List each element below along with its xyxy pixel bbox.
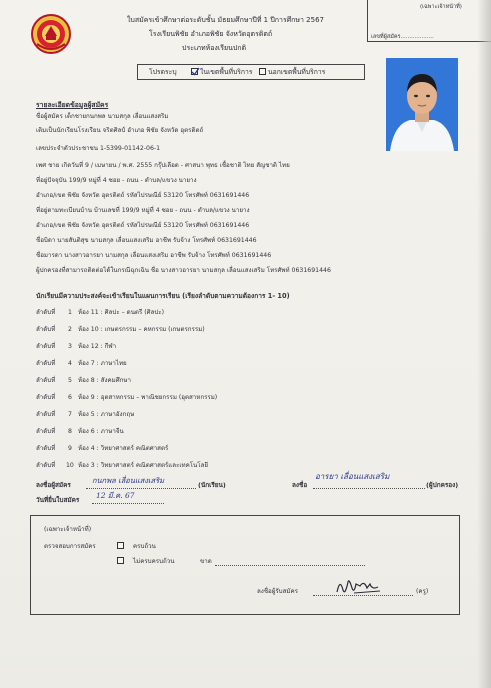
guardian-signature[interactable]: อารยา เลื่อนแสงเสริม [315, 472, 390, 481]
receiver-suffix: (ครู) [416, 588, 429, 595]
rank-label: ลำดับที่ [36, 394, 56, 401]
date-line [92, 503, 164, 504]
school-logo [31, 14, 71, 54]
father-line: ชื่อบิดา นายสันติสุข นามสกุล เลื่อนแสงเสริม อาชีพ รับจ้าง โทรศัพท์ 0631691446 [36, 237, 257, 244]
program-choice: ห้อง 11 : ศิลปะ – ดนตรี (ศิลปะ) [78, 309, 165, 316]
applicant-sign-label: ลงชื่อผู้สมัคร [36, 481, 71, 489]
rank-number: 4 [68, 360, 72, 367]
personal-info-line: เพศ ชาย เกิดวันที่ 9 / เมษายน / พ.ศ. 2555 กรุ๊ปเลือด - ศาสนา พุทธ เชื้อชาติ ไทย สัญชาติ ไทย [36, 162, 290, 169]
out-zone-checkbox[interactable] [259, 68, 266, 75]
program-choice: ห้อง 4 : วิทยาศาสตร์ คณิตศาสตร์ [78, 445, 169, 452]
zone-label: โปรดระบุ [149, 68, 177, 76]
date-label: วันที่ยื่นใบสมัคร [36, 496, 80, 504]
applicant-sign-line [86, 488, 196, 489]
rank-number: 2 [68, 326, 72, 333]
program-choice: ห้อง 10 : เกษตรกรรม – คหกรรม (เกษตรกรรม) [78, 326, 205, 333]
check-icon [191, 67, 200, 76]
guardian-sign-label: ลงชื่อ [292, 481, 308, 489]
mother-line: ชื่อมารดา นางสาวอารยา นามสกุล เลื่อนแสงเสริม อาชีพ รับจ้าง โทรศัพท์ 0631691446 [36, 252, 272, 259]
incomplete-label: ไม่ครบครบถ้วน [133, 558, 175, 565]
date-value[interactable]: 12 มี.ค. 67 [96, 491, 135, 500]
staff-title: (เฉพาะเจ้าหน้าที่) [44, 526, 92, 533]
rank-number: 1 [68, 309, 72, 316]
programs-section-title: นักเรียนมีความประสงค์จะเข้าเรียนในแผนการเรียน (เรียงลำดับตามความต้องการ 1- 10) [36, 292, 290, 300]
incomplete-checkbox[interactable] [117, 557, 124, 564]
rank-number: 9 [68, 445, 72, 452]
applicant-name-line: ชื่อผู้สมัคร เด็กชายกนกพล นามสกุล เลื่อนแสงสริม [36, 113, 169, 120]
rank-label: ลำดับที่ [36, 428, 56, 435]
program-choice: ห้อง 12 : กีฬา [78, 343, 117, 350]
applicant-signature[interactable]: กนกพล เลื่อนแสงเสริม [92, 476, 165, 485]
applicant-number-field[interactable]: เลขที่ผู้สมัคร................... [371, 34, 434, 40]
in-zone-checkbox[interactable] [191, 68, 198, 75]
previous-school-line: เดิมเป็นนักเรียนโรงเรียน จริตศิลป์ อำเภอ พิชัย จังหวัด อุตรดิตถ์ [36, 127, 204, 134]
rank-label: ลำดับที่ [36, 462, 56, 469]
portrait-image [386, 58, 458, 151]
rank-label: ลำดับที่ [36, 343, 56, 350]
missing-line[interactable] [215, 565, 365, 566]
program-choice: ห้อง 3 : วิทยาศาสตร์ คณิตศาสตร์และเทคโนโลยี [78, 462, 209, 469]
rank-label: ลำดับที่ [36, 411, 56, 418]
rank-label: ลำดับที่ [36, 360, 56, 367]
current-district-line: อำเภอ/เขต พิชัย จังหวัด อุตรดิตถ์ รหัสไปรษณีย์ 53120 โทรศัพท์ 0631691446 [36, 192, 250, 199]
receiver-label: ลงชื่อผู้รับสมัคร [257, 588, 298, 595]
registered-address-line: ที่อยู่ตามทะเบียนบ้าน บ้านเลขที่ 199/9 หมู่ที่ 4 ซอย - ถนน - ตำบล/แขวง นายาง [36, 207, 250, 214]
rank-number: 10 [66, 462, 74, 469]
national-id-line: เลขประจำตัวประชาชน 1-5399-01142-06-1 [36, 145, 161, 152]
in-zone-label: ในเขตพื้นที่บริการ [200, 68, 253, 76]
applicant-sign-suffix: (นักเรียน) [198, 481, 226, 489]
rank-number: 6 [68, 394, 72, 401]
check-label: ตรวจสอบการสมัคร [44, 543, 96, 550]
applicant-section-title: รายละเอียดข้อมูลผู้สมัคร [36, 101, 109, 109]
rank-number: 8 [68, 428, 72, 435]
rank-label: ลำดับที่ [36, 326, 56, 333]
complete-checkbox[interactable] [117, 542, 124, 549]
rank-number: 7 [68, 411, 72, 418]
program-choice: ห้อง 5 : ภาษาอังกฤษ [78, 411, 135, 418]
program-type: ประเภทห้องเรียนปกติ [182, 44, 247, 52]
registered-district-line: อำเภอ/เขต พิชัย จังหวัด อุตรดิตถ์ รหัสไปรษณีย์ 53120 โทรศัพท์ 0631691446 [36, 222, 250, 229]
program-choice: ห้อง 8 : สังคมศึกษา [78, 377, 131, 384]
officer-note: (เฉพาะเจ้าหน้าที่) [420, 4, 462, 10]
missing-label: ขาด [200, 558, 212, 565]
rank-label: ลำดับที่ [36, 377, 56, 384]
guardian-sign-suffix: (ผู้ปกครอง) [426, 481, 459, 489]
complete-label: ครบถ้วน [133, 543, 156, 550]
school-name: โรงเรียนพิชัย อำเภอพิชัย จังหวัดอุตรดิตถ์ [149, 30, 273, 38]
rank-number: 5 [68, 377, 72, 384]
program-choice: ห้อง 9 : อุตสาหกรรม – พาณิชยกรรม (อุตสาหกรรม) [78, 394, 218, 401]
current-address-line: ที่อยู่ปัจจุบัน 199/9 หมู่ที่ 4 ซอย - ถนน - ตำบล/แขวง นายาง [36, 177, 197, 184]
program-choice: ห้อง 7 : ภาษาไทย [78, 360, 127, 367]
rank-label: ลำดับที่ [36, 445, 56, 452]
guardian-sign-line [313, 488, 425, 489]
out-zone-label: นอกเขตพื้นที่บริการ [268, 68, 326, 76]
form-title: ใบสมัครเข้าศึกษาต่อระดับชั้น มัธยมศึกษาปีที่ 1 ปีการศึกษา 2567 [127, 16, 324, 24]
rank-label: ลำดับที่ [36, 309, 56, 316]
applicant-photo [386, 58, 458, 151]
program-choice: ห้อง 6 : ภาษาจีน [78, 428, 124, 435]
rank-number: 3 [68, 343, 72, 350]
receiver-signature[interactable] [334, 574, 382, 598]
guardian-line: ผู้ปกครองที่สามารถติดต่อได้ในกรณีฉุกเฉิน ชื่อ นางสาวอารยา นามสกุล เลื่อนแสงเสริม โทรศัพท์ 0631691446 [36, 267, 331, 274]
